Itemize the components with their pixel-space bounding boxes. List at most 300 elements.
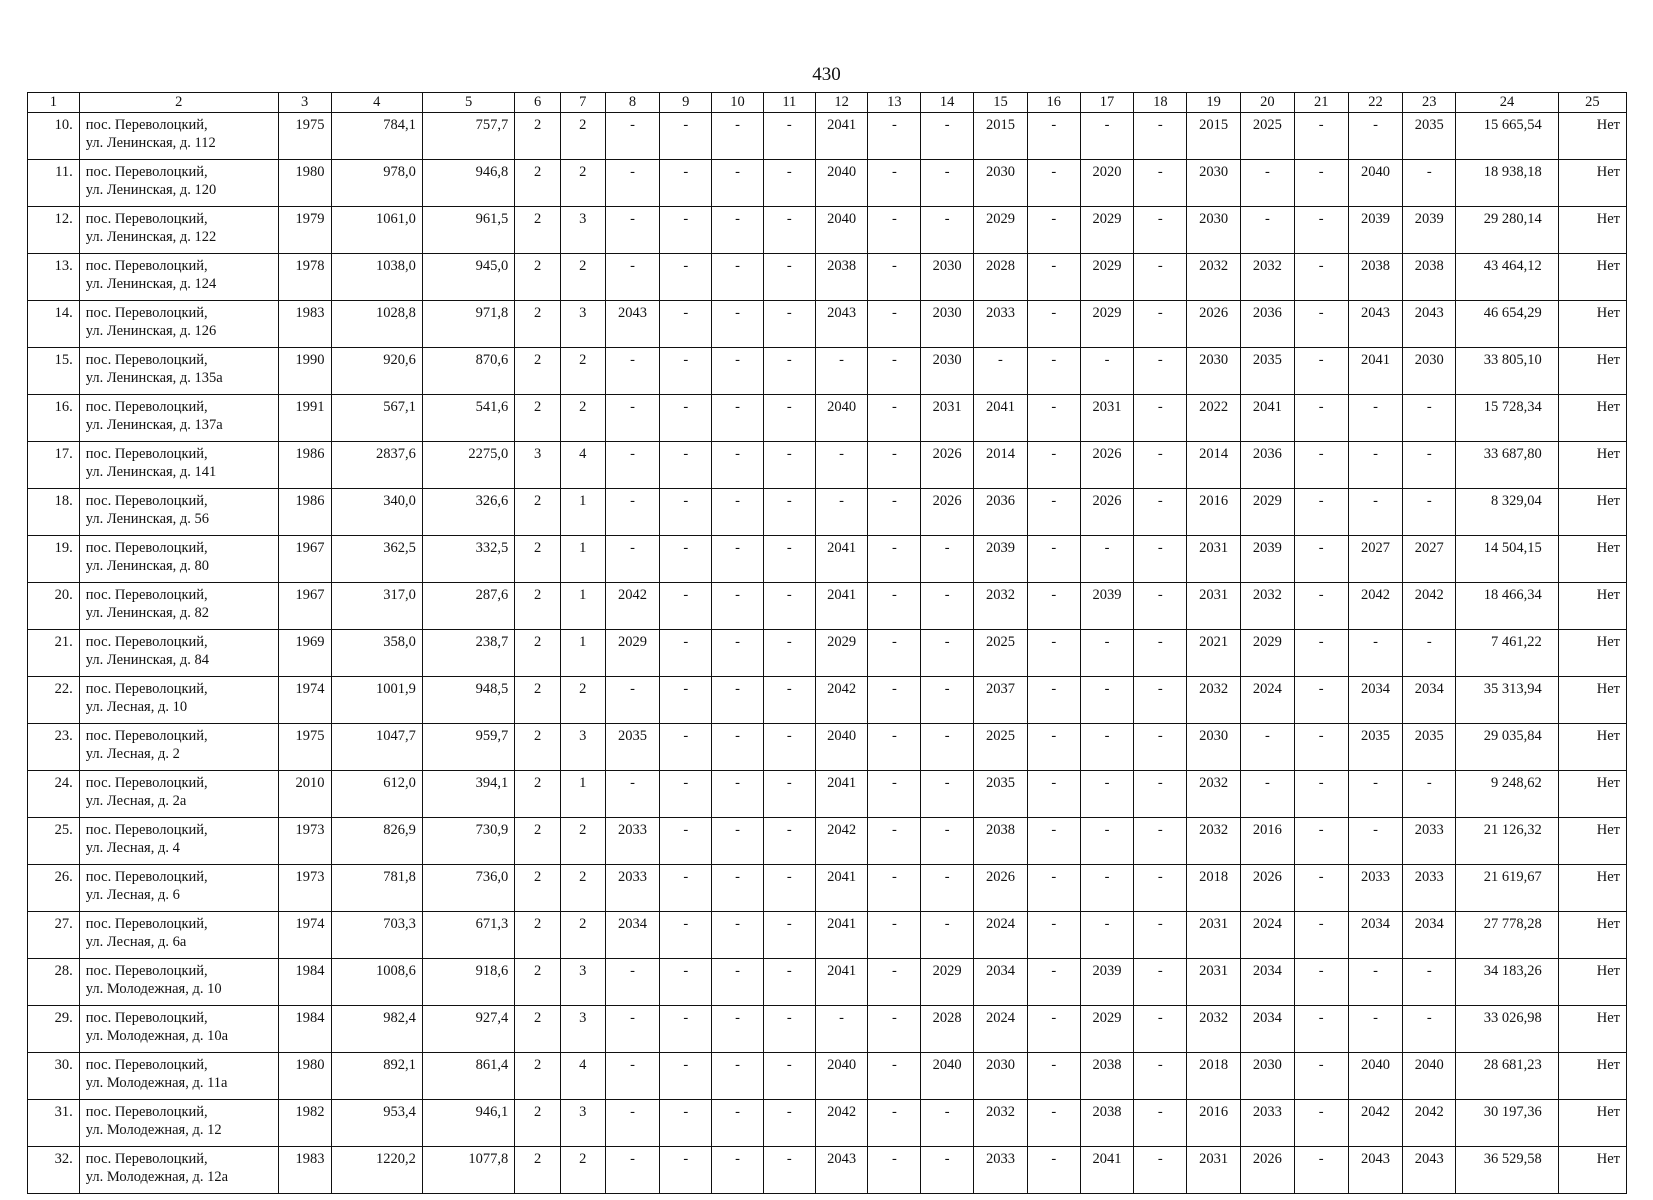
- value-cell: 2: [515, 583, 561, 630]
- table-row: [28, 442, 1627, 489]
- address-settlement: пос. Переволоцкий,: [85, 211, 208, 227]
- value-cell: 2041: [1080, 1147, 1134, 1194]
- address-settlement: пос. Переволоцкий,: [85, 164, 208, 180]
- value-cell: 2033: [1241, 1100, 1295, 1147]
- address-cell: [79, 207, 278, 254]
- value-cell: -: [1134, 1147, 1187, 1194]
- flag-cell: Нет: [1558, 865, 1626, 912]
- column-number-header: 15: [974, 93, 1028, 113]
- value-cell: -: [712, 912, 764, 959]
- flag-cell: Нет: [1558, 959, 1626, 1006]
- table-row: [28, 818, 1627, 865]
- year-built-cell: 1978: [278, 254, 331, 301]
- value-cell: 2035: [974, 771, 1028, 818]
- address-cell: [79, 1147, 278, 1194]
- year-built-cell: 1983: [278, 1147, 331, 1194]
- value-cell: -: [712, 771, 764, 818]
- value-cell: 2040: [1348, 1053, 1403, 1100]
- year-built-cell: 1984: [278, 1006, 331, 1053]
- value-cell: 2042: [815, 677, 868, 724]
- value-cell: -: [868, 301, 921, 348]
- value-cell: -: [921, 912, 974, 959]
- value-cell: 2042: [1403, 583, 1456, 630]
- value-cell: -: [1080, 348, 1134, 395]
- value-cell: -: [660, 301, 712, 348]
- address-cell: [79, 113, 278, 160]
- value-cell: -: [868, 1053, 921, 1100]
- address-cell: [79, 959, 278, 1006]
- value-cell: 2040: [815, 1053, 868, 1100]
- address-cell: [79, 254, 278, 301]
- value-cell: -: [868, 724, 921, 771]
- flag-cell: Нет: [1558, 348, 1626, 395]
- address-street: ул. Молодежная, д. 11а: [85, 1075, 228, 1091]
- value-cell: -: [660, 630, 712, 677]
- address-street: ул. Ленинская, д. 120: [85, 182, 217, 198]
- value-cell: -: [763, 1147, 815, 1194]
- value-cell: 2: [515, 724, 561, 771]
- value-cell: -: [1027, 348, 1080, 395]
- value-cell: -: [605, 489, 660, 536]
- value-cell: -: [712, 630, 764, 677]
- value-cell: 3: [560, 1006, 605, 1053]
- value-cell: -: [868, 113, 921, 160]
- value-cell: 2029: [1080, 1006, 1134, 1053]
- value-cell: -: [921, 818, 974, 865]
- value-cell: 2041: [815, 912, 868, 959]
- row-number-cell: 12.: [28, 207, 80, 254]
- table-row: [28, 395, 1627, 442]
- area-total-cell: 362,5: [331, 536, 422, 583]
- value-cell: 2033: [974, 1147, 1028, 1194]
- address-cell: [79, 630, 278, 677]
- value-cell: -: [1027, 912, 1080, 959]
- value-cell: -: [763, 442, 815, 489]
- value-cell: -: [1348, 818, 1403, 865]
- cost-cell: 15 665,54: [1456, 113, 1559, 160]
- value-cell: -: [1080, 818, 1134, 865]
- value-cell: -: [605, 160, 660, 207]
- value-cell: 2032: [974, 1100, 1028, 1147]
- value-cell: -: [921, 677, 974, 724]
- column-number-header: 12: [815, 93, 868, 113]
- value-cell: -: [660, 395, 712, 442]
- column-number-header: 6: [515, 93, 561, 113]
- value-cell: -: [1134, 489, 1187, 536]
- cost-cell: 36 529,58: [1456, 1147, 1559, 1194]
- value-cell: -: [1027, 1006, 1080, 1053]
- value-cell: -: [763, 160, 815, 207]
- value-cell: 3: [560, 959, 605, 1006]
- cost-cell: 43 464,12: [1456, 254, 1559, 301]
- value-cell: 2031: [1187, 959, 1241, 1006]
- value-cell: 2: [515, 301, 561, 348]
- value-cell: -: [1294, 489, 1348, 536]
- value-cell: 2034: [605, 912, 660, 959]
- value-cell: 2035: [605, 724, 660, 771]
- value-cell: 2015: [1187, 113, 1241, 160]
- table-row: [28, 348, 1627, 395]
- value-cell: -: [763, 301, 815, 348]
- flag-cell: Нет: [1558, 630, 1626, 677]
- value-cell: 2031: [1080, 395, 1134, 442]
- value-cell: 2038: [815, 254, 868, 301]
- value-cell: 2033: [605, 818, 660, 865]
- value-cell: 2038: [1080, 1053, 1134, 1100]
- flag-cell: Нет: [1558, 912, 1626, 959]
- value-cell: -: [1080, 536, 1134, 583]
- value-cell: -: [660, 348, 712, 395]
- value-cell: -: [712, 959, 764, 1006]
- area-living-cell: 961,5: [422, 207, 514, 254]
- value-cell: -: [1294, 1006, 1348, 1053]
- year-built-cell: 1973: [278, 818, 331, 865]
- value-cell: -: [868, 160, 921, 207]
- address-cell: [79, 1100, 278, 1147]
- area-total-cell: 2837,6: [331, 442, 422, 489]
- value-cell: -: [1348, 959, 1403, 1006]
- value-cell: 2035: [1403, 113, 1456, 160]
- value-cell: -: [660, 583, 712, 630]
- table-row: [28, 959, 1627, 1006]
- value-cell: 2026: [921, 489, 974, 536]
- value-cell: -: [1403, 630, 1456, 677]
- value-cell: 2042: [1348, 583, 1403, 630]
- area-living-cell: 870,6: [422, 348, 514, 395]
- value-cell: 2: [560, 818, 605, 865]
- value-cell: 2033: [1403, 818, 1456, 865]
- value-cell: 2043: [815, 1147, 868, 1194]
- value-cell: -: [660, 1147, 712, 1194]
- column-number-header: 10: [712, 93, 764, 113]
- value-cell: 2033: [605, 865, 660, 912]
- value-cell: -: [763, 207, 815, 254]
- value-cell: 2: [515, 1006, 561, 1053]
- value-cell: -: [1294, 865, 1348, 912]
- value-cell: -: [868, 536, 921, 583]
- address-street: ул. Молодежная, д. 10а: [85, 1028, 229, 1044]
- row-number-cell: 24.: [28, 771, 80, 818]
- value-cell: -: [815, 348, 868, 395]
- address-cell: [79, 536, 278, 583]
- value-cell: -: [712, 677, 764, 724]
- cost-cell: 27 778,28: [1456, 912, 1559, 959]
- value-cell: -: [1134, 771, 1187, 818]
- value-cell: -: [1294, 959, 1348, 1006]
- value-cell: 2: [515, 677, 561, 724]
- table-row: [28, 1053, 1627, 1100]
- value-cell: 2034: [1348, 912, 1403, 959]
- cost-cell: 46 654,29: [1456, 301, 1559, 348]
- value-cell: 2030: [1187, 160, 1241, 207]
- address-street: ул. Молодежная, д. 12: [85, 1122, 222, 1138]
- area-living-cell: 736,0: [422, 865, 514, 912]
- table-row: [28, 630, 1627, 677]
- value-cell: 2028: [974, 254, 1028, 301]
- area-total-cell: 612,0: [331, 771, 422, 818]
- value-cell: 2026: [1241, 1147, 1295, 1194]
- value-cell: -: [763, 536, 815, 583]
- area-living-cell: 946,1: [422, 1100, 514, 1147]
- value-cell: 2033: [1403, 865, 1456, 912]
- value-cell: 2022: [1187, 395, 1241, 442]
- table-row: [28, 865, 1627, 912]
- address-cell: [79, 677, 278, 724]
- value-cell: 2: [515, 1100, 561, 1147]
- address-cell: [79, 724, 278, 771]
- value-cell: -: [605, 771, 660, 818]
- value-cell: 2039: [1080, 583, 1134, 630]
- value-cell: -: [763, 254, 815, 301]
- address-cell: [79, 1053, 278, 1100]
- row-number-cell: 29.: [28, 1006, 80, 1053]
- value-cell: -: [763, 771, 815, 818]
- value-cell: 2029: [1080, 301, 1134, 348]
- value-cell: -: [1294, 677, 1348, 724]
- year-built-cell: 1991: [278, 395, 331, 442]
- address-settlement: пос. Переволоцкий,: [85, 587, 208, 603]
- value-cell: 2043: [815, 301, 868, 348]
- value-cell: 2032: [1187, 1006, 1241, 1053]
- value-cell: -: [1403, 771, 1456, 818]
- value-cell: -: [921, 1100, 974, 1147]
- value-cell: -: [660, 160, 712, 207]
- value-cell: 2: [560, 254, 605, 301]
- cost-cell: 15 728,34: [1456, 395, 1559, 442]
- value-cell: 2: [560, 160, 605, 207]
- table-row: [28, 301, 1627, 348]
- value-cell: -: [1294, 536, 1348, 583]
- value-cell: 2032: [1241, 254, 1295, 301]
- address-cell: [79, 160, 278, 207]
- flag-cell: Нет: [1558, 818, 1626, 865]
- year-built-cell: 1982: [278, 1100, 331, 1147]
- address-street: ул. Лесная, д. 6а: [85, 934, 187, 950]
- area-total-cell: 953,4: [331, 1100, 422, 1147]
- area-total-cell: 1028,8: [331, 301, 422, 348]
- row-number-cell: 21.: [28, 630, 80, 677]
- value-cell: -: [868, 395, 921, 442]
- row-number-cell: 20.: [28, 583, 80, 630]
- row-number-cell: 30.: [28, 1053, 80, 1100]
- value-cell: 2034: [1241, 1006, 1295, 1053]
- value-cell: 2: [560, 865, 605, 912]
- year-built-cell: 1986: [278, 442, 331, 489]
- value-cell: -: [605, 959, 660, 1006]
- value-cell: 2026: [974, 865, 1028, 912]
- row-number-cell: 13.: [28, 254, 80, 301]
- area-living-cell: 326,6: [422, 489, 514, 536]
- value-cell: 2040: [815, 724, 868, 771]
- value-cell: -: [660, 677, 712, 724]
- value-cell: 2042: [605, 583, 660, 630]
- column-number-header: 9: [660, 93, 712, 113]
- row-number-cell: 14.: [28, 301, 80, 348]
- value-cell: -: [712, 724, 764, 771]
- value-cell: -: [1241, 207, 1295, 254]
- value-cell: -: [1027, 254, 1080, 301]
- value-cell: -: [660, 207, 712, 254]
- value-cell: 2025: [974, 724, 1028, 771]
- value-cell: 2040: [815, 160, 868, 207]
- value-cell: 2035: [1403, 724, 1456, 771]
- value-cell: -: [660, 536, 712, 583]
- value-cell: 2032: [1187, 771, 1241, 818]
- value-cell: 2: [515, 536, 561, 583]
- value-cell: 2018: [1187, 1053, 1241, 1100]
- area-living-cell: 730,9: [422, 818, 514, 865]
- value-cell: 2024: [974, 912, 1028, 959]
- value-cell: -: [1027, 536, 1080, 583]
- value-cell: -: [1294, 207, 1348, 254]
- column-number-header: 16: [1027, 93, 1080, 113]
- value-cell: -: [712, 818, 764, 865]
- value-cell: 2: [515, 771, 561, 818]
- value-cell: -: [660, 865, 712, 912]
- value-cell: -: [712, 865, 764, 912]
- area-living-cell: 287,6: [422, 583, 514, 630]
- value-cell: 2041: [815, 865, 868, 912]
- value-cell: 2043: [1348, 1147, 1403, 1194]
- address-street: ул. Ленинская, д. 124: [85, 276, 217, 292]
- area-total-cell: 358,0: [331, 630, 422, 677]
- value-cell: 2029: [1241, 489, 1295, 536]
- table-row: [28, 536, 1627, 583]
- cost-cell: 35 313,94: [1456, 677, 1559, 724]
- value-cell: 2041: [815, 536, 868, 583]
- value-cell: -: [712, 536, 764, 583]
- value-cell: 2: [515, 1147, 561, 1194]
- value-cell: -: [1294, 301, 1348, 348]
- value-cell: 2032: [1187, 818, 1241, 865]
- value-cell: 2030: [1187, 207, 1241, 254]
- value-cell: 2: [560, 677, 605, 724]
- value-cell: -: [660, 959, 712, 1006]
- value-cell: -: [868, 1006, 921, 1053]
- column-number-header: 19: [1187, 93, 1241, 113]
- value-cell: 2040: [815, 207, 868, 254]
- area-living-cell: 918,6: [422, 959, 514, 1006]
- value-cell: 2025: [974, 630, 1028, 677]
- value-cell: 1: [560, 536, 605, 583]
- value-cell: -: [1027, 442, 1080, 489]
- year-built-cell: 1990: [278, 348, 331, 395]
- cost-cell: 33 026,98: [1456, 1006, 1559, 1053]
- value-cell: -: [1027, 1053, 1080, 1100]
- area-total-cell: 1001,9: [331, 677, 422, 724]
- value-cell: -: [1027, 583, 1080, 630]
- area-living-cell: 332,5: [422, 536, 514, 583]
- value-cell: 2039: [1348, 207, 1403, 254]
- value-cell: -: [1294, 113, 1348, 160]
- address-street: ул. Ленинская, д. 137а: [85, 417, 223, 433]
- value-cell: 2041: [1241, 395, 1295, 442]
- value-cell: 2035: [1348, 724, 1403, 771]
- value-cell: 2039: [1080, 959, 1134, 1006]
- value-cell: 3: [515, 442, 561, 489]
- value-cell: 2026: [1241, 865, 1295, 912]
- value-cell: 2014: [1187, 442, 1241, 489]
- value-cell: 2030: [974, 1053, 1028, 1100]
- cost-cell: 21 126,32: [1456, 818, 1559, 865]
- column-number-row: [28, 93, 1627, 113]
- value-cell: -: [763, 724, 815, 771]
- column-number-header: 7: [560, 93, 605, 113]
- value-cell: 2039: [1241, 536, 1295, 583]
- value-cell: -: [1294, 771, 1348, 818]
- area-living-cell: 1077,8: [422, 1147, 514, 1194]
- address-cell: [79, 489, 278, 536]
- year-built-cell: 1974: [278, 912, 331, 959]
- value-cell: 2: [515, 207, 561, 254]
- column-number-header: 4: [331, 93, 422, 113]
- value-cell: -: [1134, 254, 1187, 301]
- value-cell: -: [712, 1147, 764, 1194]
- table-row: [28, 489, 1627, 536]
- value-cell: -: [763, 677, 815, 724]
- address-street: ул. Лесная, д. 6: [85, 887, 180, 903]
- value-cell: -: [712, 583, 764, 630]
- value-cell: 2042: [1403, 1100, 1456, 1147]
- value-cell: -: [868, 489, 921, 536]
- value-cell: -: [1294, 818, 1348, 865]
- value-cell: -: [660, 113, 712, 160]
- value-cell: 2029: [1241, 630, 1295, 677]
- cost-cell: 18 938,18: [1456, 160, 1559, 207]
- value-cell: -: [763, 865, 815, 912]
- value-cell: -: [1241, 771, 1295, 818]
- value-cell: -: [1027, 113, 1080, 160]
- value-cell: 2034: [974, 959, 1028, 1006]
- value-cell: -: [1134, 1053, 1187, 1100]
- value-cell: -: [1027, 630, 1080, 677]
- area-total-cell: 982,4: [331, 1006, 422, 1053]
- value-cell: 2026: [1187, 301, 1241, 348]
- value-cell: -: [763, 818, 815, 865]
- value-cell: -: [1027, 395, 1080, 442]
- value-cell: 2016: [1241, 818, 1295, 865]
- address-street: ул. Ленинская, д. 122: [85, 229, 217, 245]
- value-cell: 2029: [815, 630, 868, 677]
- value-cell: -: [1080, 865, 1134, 912]
- table-row: [28, 771, 1627, 818]
- address-street: ул. Ленинская, д. 56: [85, 511, 210, 527]
- cost-cell: 29 035,84: [1456, 724, 1559, 771]
- value-cell: -: [1134, 677, 1187, 724]
- value-cell: 2028: [921, 1006, 974, 1053]
- value-cell: -: [1348, 489, 1403, 536]
- value-cell: -: [868, 959, 921, 1006]
- flag-cell: Нет: [1558, 771, 1626, 818]
- value-cell: -: [605, 113, 660, 160]
- table-body: [28, 113, 1627, 1194]
- table-row: [28, 160, 1627, 207]
- value-cell: 2: [515, 160, 561, 207]
- value-cell: -: [1027, 1100, 1080, 1147]
- value-cell: 2029: [1080, 207, 1134, 254]
- table-row: [28, 583, 1627, 630]
- value-cell: 2016: [1187, 489, 1241, 536]
- address-cell: [79, 442, 278, 489]
- value-cell: -: [1134, 536, 1187, 583]
- value-cell: -: [1027, 724, 1080, 771]
- address-street: ул. Лесная, д. 2: [85, 746, 180, 762]
- value-cell: -: [605, 1006, 660, 1053]
- value-cell: -: [605, 677, 660, 724]
- value-cell: 2043: [1403, 301, 1456, 348]
- value-cell: 2043: [605, 301, 660, 348]
- value-cell: 1: [560, 489, 605, 536]
